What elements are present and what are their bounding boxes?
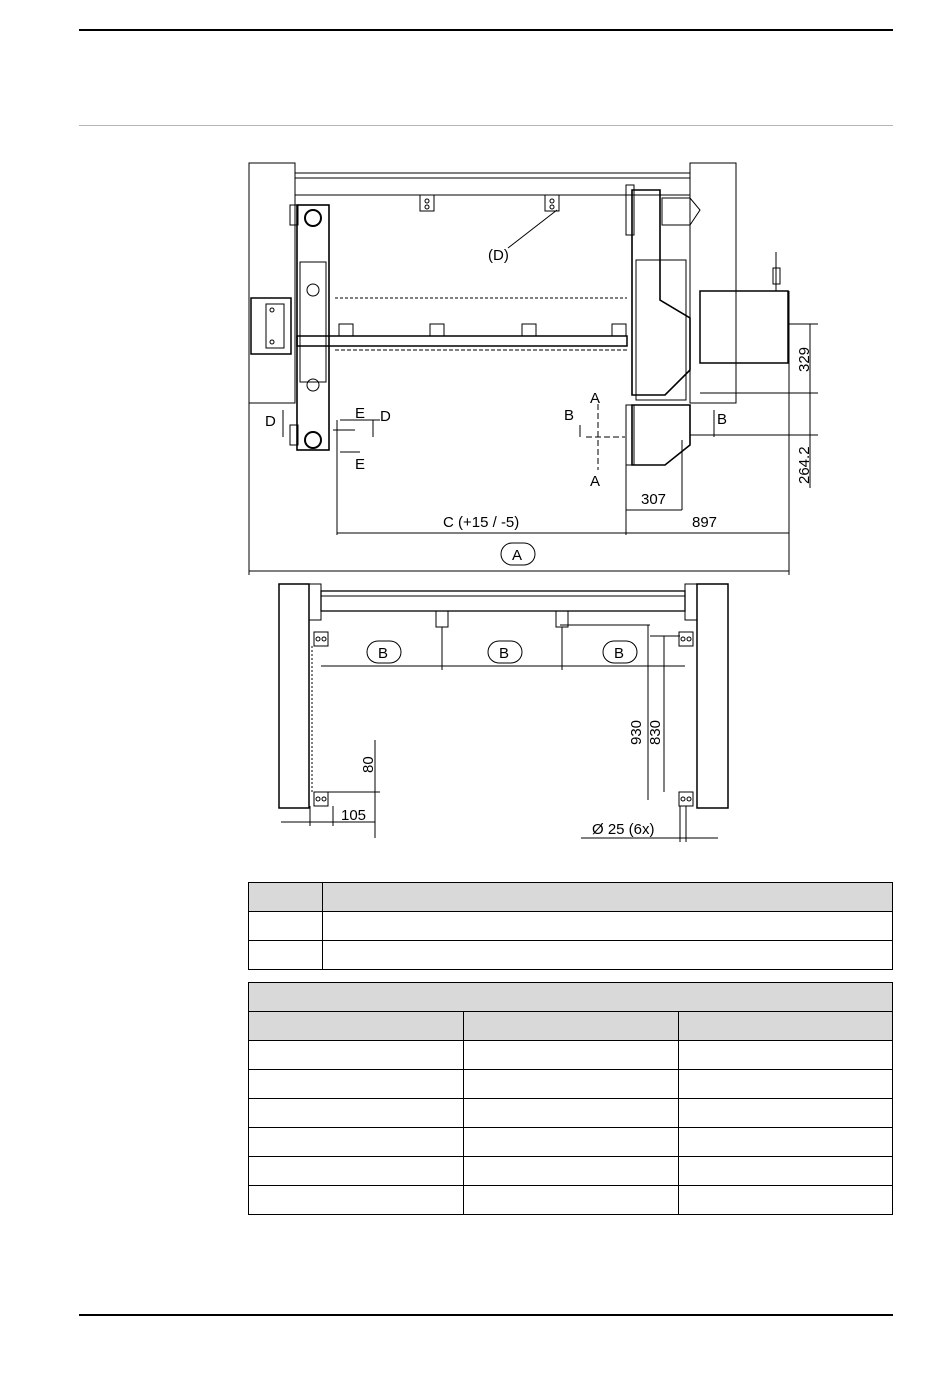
label-section-d-left: D	[265, 413, 276, 430]
label-callout-a: A	[512, 547, 523, 564]
right-column	[690, 163, 736, 403]
table-cell	[464, 1128, 679, 1157]
table-row	[249, 1099, 893, 1128]
table-cell	[249, 1128, 464, 1157]
left-carriage	[297, 205, 329, 450]
table-row	[249, 941, 893, 970]
table-row	[249, 1128, 893, 1157]
table-title	[249, 983, 893, 1012]
table-cell	[464, 1041, 679, 1070]
label-dim-897: 897	[692, 514, 718, 531]
left-column	[249, 163, 295, 403]
table-1	[248, 882, 893, 970]
table-2	[248, 982, 893, 1215]
label-dim-329: 329	[796, 346, 813, 372]
label-callout-b-3: B	[614, 645, 625, 662]
table-cell	[249, 1041, 464, 1070]
table-cell	[249, 941, 323, 970]
control-box	[700, 291, 788, 363]
top-beam	[295, 173, 690, 195]
label-section-a-bottom: A	[590, 473, 601, 490]
table-header	[249, 1012, 464, 1041]
table-row	[249, 1186, 893, 1215]
label-dim-c: C (+15 / -5)	[443, 514, 520, 531]
table-cell	[679, 1041, 893, 1070]
label-dim-307: 307	[641, 491, 667, 508]
table-cell	[323, 912, 893, 941]
label-section-d-right: D	[380, 408, 391, 425]
right-post	[697, 584, 728, 808]
right-carriage	[632, 190, 690, 395]
table-cell	[464, 1157, 679, 1186]
table-title-row	[249, 983, 893, 1012]
table-cell	[464, 1099, 679, 1128]
table-row	[249, 912, 893, 941]
label-dim-264: 264.2	[796, 446, 813, 484]
table-cell	[464, 1186, 679, 1215]
table-cell	[679, 1186, 893, 1215]
table-cell	[249, 912, 323, 941]
label-section-b-left: B	[564, 407, 575, 424]
table-cell	[679, 1128, 893, 1157]
label-callout-d: (D)	[488, 247, 509, 264]
table-cell	[679, 1070, 893, 1099]
cross-beam	[297, 336, 627, 346]
table-cell	[323, 883, 893, 912]
label-dim-105: 105	[341, 807, 367, 824]
table-row	[249, 1070, 893, 1099]
label-section-e-top: E	[355, 405, 366, 422]
label-dim-830: 830	[647, 719, 664, 745]
label-callout-b-1: B	[378, 645, 389, 662]
table-cell	[249, 1070, 464, 1099]
table-header	[464, 1012, 679, 1041]
table-cell	[464, 1070, 679, 1099]
label-dim-hole: Ø 25 (6x)	[592, 821, 655, 838]
table-header-row	[249, 1012, 893, 1041]
table-header	[679, 1012, 893, 1041]
left-motor-box	[251, 298, 291, 354]
label-section-b-right: B	[717, 411, 728, 428]
table-cell	[679, 1099, 893, 1128]
table-cell	[323, 941, 893, 970]
table-cell	[249, 1157, 464, 1186]
table-cell	[679, 1157, 893, 1186]
left-post	[279, 584, 309, 808]
table-cell	[249, 1099, 464, 1128]
label-section-a-top: A	[590, 390, 601, 407]
label-section-e-bottom: E	[355, 456, 366, 473]
table-row	[249, 1041, 893, 1070]
label-dim-930: 930	[628, 719, 645, 745]
label-dim-80: 80	[360, 756, 377, 773]
table-row	[249, 883, 893, 912]
table-cell	[249, 883, 323, 912]
table-row	[249, 1157, 893, 1186]
table-cell	[249, 1186, 464, 1215]
footer-rule	[79, 1314, 893, 1316]
front-beam	[321, 591, 685, 611]
label-callout-b-2: B	[499, 645, 510, 662]
